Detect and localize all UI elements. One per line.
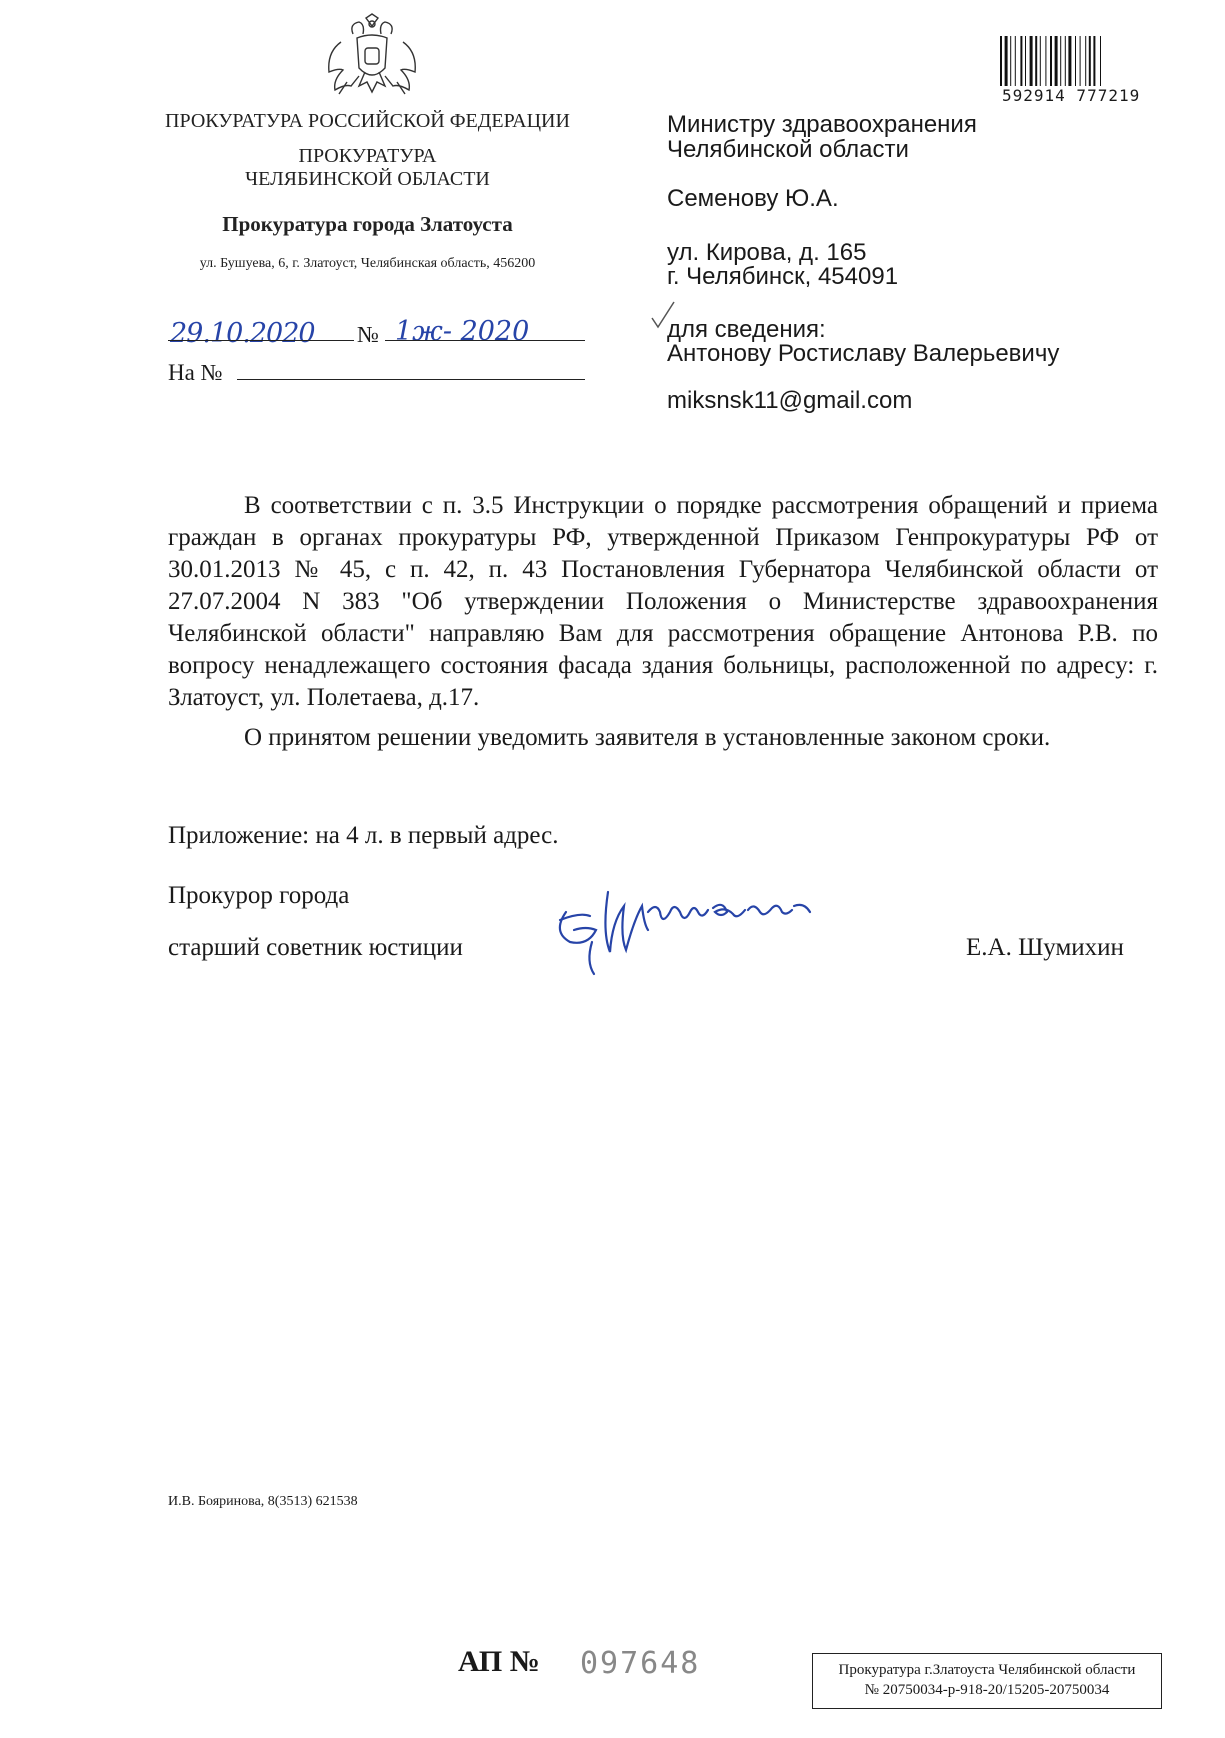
cc-label: для сведения: <box>667 316 826 343</box>
barcode-bar <box>1065 36 1066 86</box>
number-underline <box>385 339 585 341</box>
number-label: № <box>357 322 379 347</box>
barcode-bar <box>1025 36 1026 86</box>
handwritten-signature <box>548 872 868 982</box>
barcode-bar <box>1000 36 1002 86</box>
handwritten-date: 29.10.2020 <box>170 318 315 349</box>
cc-email: miksnsk11@gmail.com <box>667 387 913 414</box>
barcode-bar <box>1015 36 1016 86</box>
barcode-bar <box>1050 36 1052 86</box>
barcode-bar <box>1030 36 1033 86</box>
barcode-bar <box>1040 36 1041 86</box>
barcode-bar <box>1060 36 1061 86</box>
org-regional-line1: ПРОКУРАТУРА <box>298 145 437 167</box>
registration-number: № 20750034-р-918-20/15205-20750034 <box>864 1682 1110 1698</box>
body-paragraph-2: О принятом решении уведомить заявителя в установленные законом сроки. <box>244 724 1051 751</box>
body-paragraph-1: В соответствии с п. 3.5 Инструкции о порядке рассмотрения обращений и приема граждан в органах прокуратуры РФ, утвержденной Приказом Генпрокуратуры РФ от 30.01.2013 № 45, с п. 42, п. 43 Постановления Губернатора Челябинской области от 27.07.2004 N 383 "Об утверждении Положения о Министерстве здравоохранения Челябинской области" направляю Вам для рассмотрения обращение Антонова Р.В. по вопросу ненадлежащего состояния фасада здания больницы, расположенной по адресу: г. Златоуст, ул. Полетаева, д.17. <box>168 492 1158 711</box>
addressee-name: Семенову Ю.А. <box>667 185 839 212</box>
org-federal-title: ПРОКУРАТУРА РОССИЙСКОЙ ФЕДЕРАЦИИ <box>165 110 570 132</box>
coat-of-arms-emblem <box>323 12 421 108</box>
barcode-bar <box>1010 36 1011 86</box>
attachment-note: Приложение: на 4 л. в первый адрес. <box>168 822 559 849</box>
executor-contact: И.В. Бояринова, 8(3513) 621538 <box>168 1494 358 1509</box>
handwritten-number: 1ж- 2020 <box>395 316 530 347</box>
barcode-bar <box>1020 36 1022 86</box>
barcode-bar <box>1005 36 1008 86</box>
signer-name: Е.А. Шумихин <box>966 934 1124 961</box>
addressee-position: Министру здравоохранения <box>667 111 977 138</box>
reply-to-underline <box>237 378 585 380</box>
date-underline <box>168 339 354 341</box>
barcode-bar <box>1055 36 1058 86</box>
signer-position: Прокурор города <box>168 882 350 909</box>
addressee-street: ул. Кирова, д. 165 <box>667 239 867 266</box>
reply-to-label: На № <box>168 360 223 385</box>
cc-recipient: Антонову Ростиславу Валерьевичу <box>667 340 1060 367</box>
barcode-bar <box>1100 36 1101 86</box>
form-series-label: АП № <box>458 1645 540 1678</box>
registration-stamp <box>812 1653 1162 1709</box>
barcode-bar <box>1080 36 1081 86</box>
barcode-bar <box>1089 36 1091 86</box>
barcode-bar <box>1035 36 1037 86</box>
addressee-city: г. Челябинск, 454091 <box>667 263 899 290</box>
org-city-title: Прокуратура города Златоуста <box>222 212 513 236</box>
barcode-bar <box>1075 36 1076 86</box>
addressee-region: Челябинской области <box>667 136 909 163</box>
barcode-bar <box>1045 36 1046 86</box>
barcode-bar <box>1068 36 1071 86</box>
signer-rank: старший советник юстиции <box>168 934 463 961</box>
org-regional-title <box>150 145 585 191</box>
barcode-number: 592914 777219 <box>1002 86 1141 105</box>
org-address: ул. Бушуева, 6, г. Златоуст, Челябинская область, 456200 <box>199 256 536 271</box>
barcode-bar <box>1085 36 1086 86</box>
barcode-bar <box>1093 36 1095 86</box>
form-serial-number: 097648 <box>580 1646 701 1681</box>
org-regional-line2: ЧЕЛЯБИНСКОЙ ОБЛАСТИ <box>245 168 490 190</box>
registration-org: Прокуратура г.Златоуста Челябинской области <box>838 1662 1136 1678</box>
